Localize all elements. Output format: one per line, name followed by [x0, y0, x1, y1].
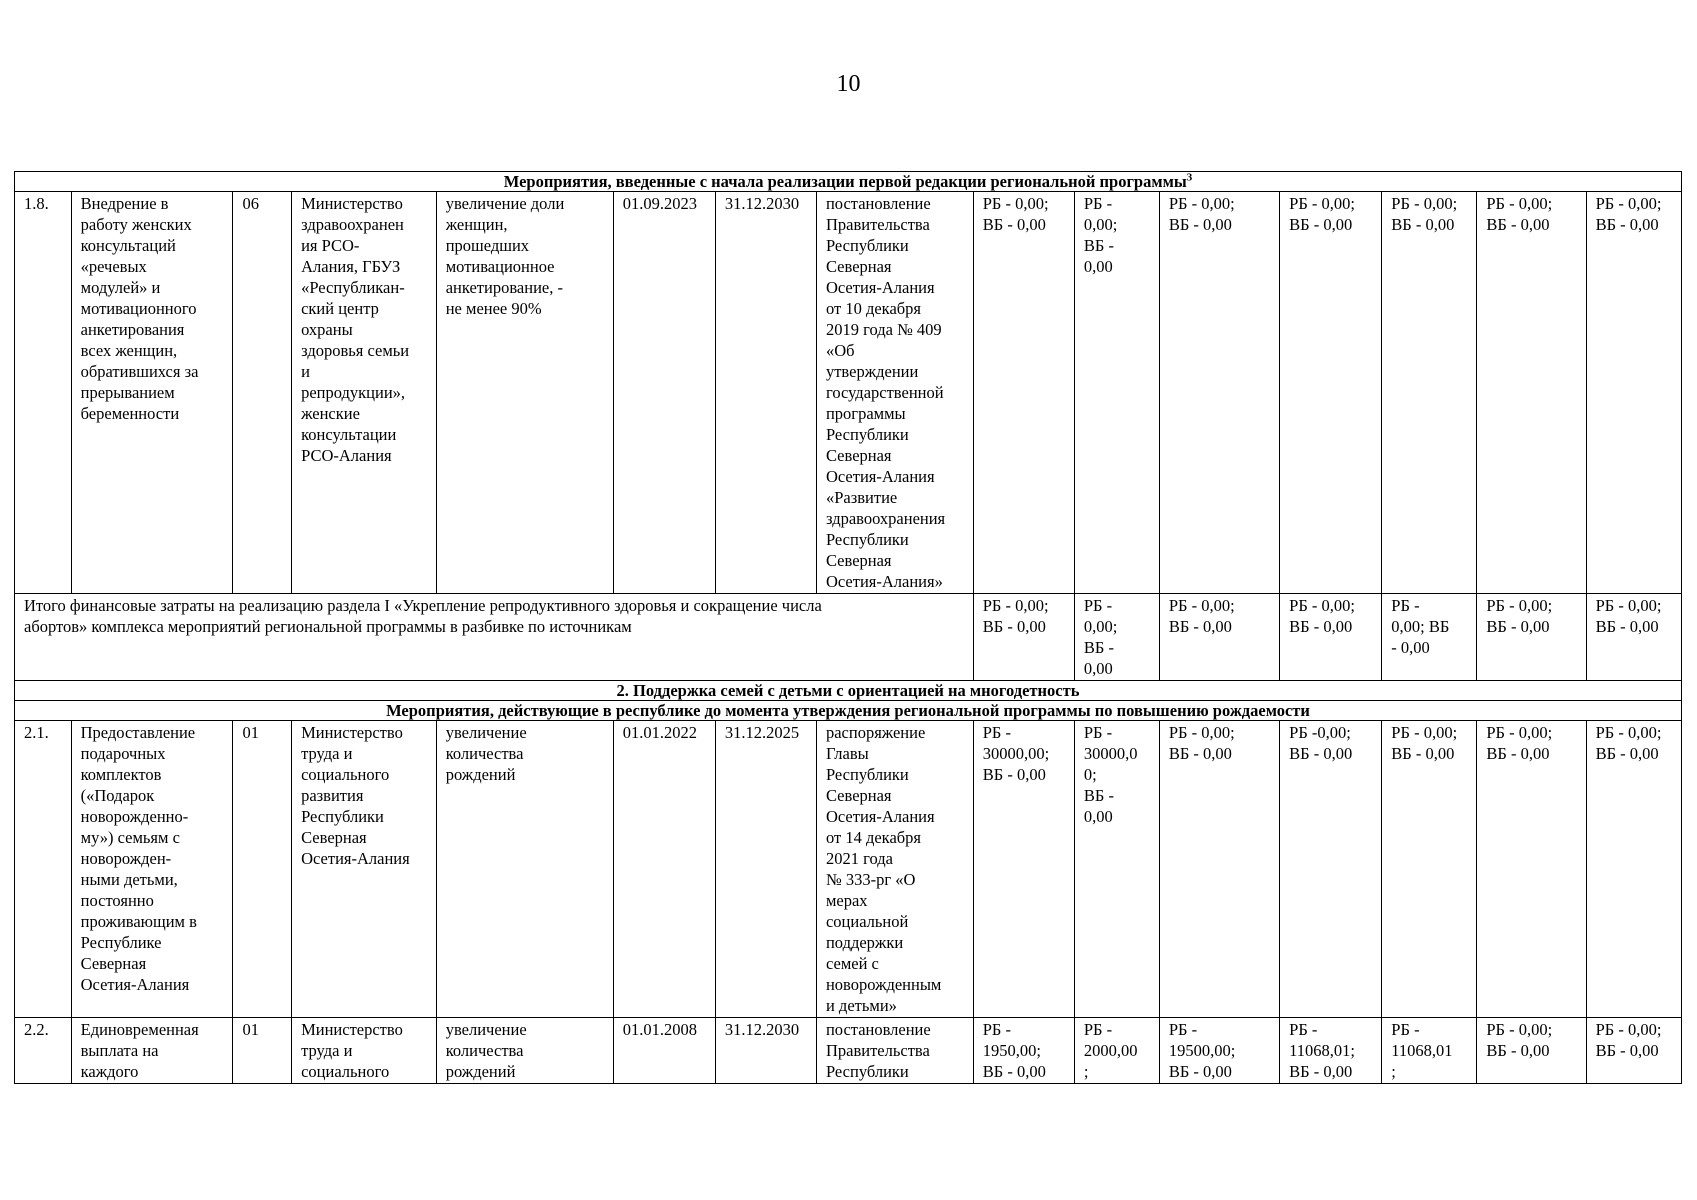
measures-table: [14, 171, 1682, 1084]
funding-cell: РБ - 0,00; ВБ - 0,00: [1159, 192, 1279, 594]
funding-cell: РБ - 0,00; ВБ - 0,00: [1074, 594, 1159, 681]
measure-executor: Министерство здравоохранен ия РСО- Алания, ГБУЗ «Республикан- ский центр охраны здоровья семьи и репродукции», женские консультации РСО-Алания: [292, 192, 437, 594]
funding-cell: РБ - 0,00; ВБ - 0,00: [1382, 594, 1477, 681]
row-number: 1.8.: [15, 192, 72, 594]
legal-document: распоряжение Главы Республики Северная Осетия-Алания от 14 декабря 2021 года № 333-рг «О мерах социальной поддержки семей с новорожденным и детьми»: [816, 721, 973, 1018]
total-row: [15, 594, 1682, 681]
start-date: 01.01.2022: [613, 721, 715, 1018]
funding-cell: РБ - 0,00; ВБ - 0,00: [1586, 721, 1681, 1018]
funding-cell: РБ - 0,00; ВБ - 0,00: [1159, 594, 1279, 681]
funding-cell: РБ - 0,00; ВБ - 0,00: [1586, 594, 1681, 681]
start-date: 01.09.2023: [613, 192, 715, 594]
funding-cell: РБ - 19500,00; ВБ - 0,00: [1159, 1018, 1279, 1084]
funding-cell: РБ -0,00; ВБ - 0,00: [1280, 721, 1382, 1018]
funding-cell: РБ - 11068,01 ;: [1382, 1018, 1477, 1084]
row-number: 2.1.: [15, 721, 72, 1018]
funding-cell: РБ - 30000,0 0; ВБ - 0,00: [1074, 721, 1159, 1018]
section-subtitle-2: Мероприятия, действующие в республике до момента утверждения региональной программы по повышению рождаемости: [15, 701, 1682, 721]
funding-cell: РБ - 0,00; ВБ - 0,00: [1159, 721, 1279, 1018]
funding-cell: РБ - 0,00; ВБ - 0,00: [1382, 721, 1477, 1018]
funding-cell: РБ - 0,00; ВБ - 0,00: [1586, 1018, 1681, 1084]
measure-result: увеличение доли женщин, прошедших мотивационное анкетирование, - не менее 90%: [436, 192, 613, 594]
page-number: 10: [836, 71, 861, 97]
section-title-2: 2. Поддержка семей с детьми с ориентацией на многодетность: [15, 681, 1682, 701]
legal-document: постановление Правительства Республики Северная Осетия-Алания от 10 декабря 2019 года № 409 «Об утверждении государственной программы Республики Северная Осетия-Алания «Развитие здравоохранения Республики Северная Осетия-Алания»: [816, 192, 973, 594]
legal-document: постановление Правительства Республики: [816, 1018, 973, 1084]
end-date: 31.12.2030: [715, 192, 816, 594]
measure-name: Предоставление подарочных комплектов («Подарок новорожденно- му») семьям с новорожден- ными детьми, постоянно проживающим в Республике Северная Осетия-Алания: [71, 721, 233, 1018]
measure-result: увеличение количества рождений: [436, 721, 613, 1018]
start-date: 01.01.2008: [613, 1018, 715, 1084]
table-row: [15, 1018, 1682, 1084]
section-header-row: [15, 701, 1682, 721]
measure-code: 01: [233, 1018, 292, 1084]
funding-cell: РБ - 2000,00 ;: [1074, 1018, 1159, 1084]
funding-cell: РБ - 0,00; ВБ - 0,00: [1477, 1018, 1586, 1084]
measure-name: Внедрение в работу женских консультаций «речевых модулей» и мотивационного анкетирования всех женщин, обратившихся за прерыванием беременности: [71, 192, 233, 594]
table-row: [15, 721, 1682, 1018]
funding-cell: РБ - 0,00; ВБ - 0,00: [1477, 721, 1586, 1018]
section-title-text: Мероприятия, введенные с начала реализации первой редакции региональной программы: [503, 172, 1187, 191]
measure-executor: Министерство труда и социального развития Республики Северная Осетия-Алания: [292, 721, 437, 1018]
row-number: 2.2.: [15, 1018, 72, 1084]
funding-cell: РБ - 0,00; ВБ - 0,00: [1382, 192, 1477, 594]
measure-result: увеличение количества рождений: [436, 1018, 613, 1084]
funding-cell: РБ - 0,00; ВБ - 0,00: [973, 594, 1074, 681]
funding-cell: РБ - 0,00; ВБ - 0,00: [1477, 192, 1586, 594]
measure-name: Единовременная выплата на каждого: [71, 1018, 233, 1084]
funding-cell: РБ - 30000,00; ВБ - 0,00: [973, 721, 1074, 1018]
funding-cell: РБ - 0,00; ВБ - 0,00: [973, 192, 1074, 594]
end-date: 31.12.2025: [715, 721, 816, 1018]
measure-code: 01: [233, 721, 292, 1018]
end-date: 31.12.2030: [715, 1018, 816, 1084]
total-label: Итого финансовые затраты на реализацию раздела I «Укрепление репродуктивного здоровья и сокращение числа абортов» комплекса мероприятий региональной программы в разбивке по источникам: [15, 594, 974, 681]
funding-cell: РБ - 0,00; ВБ - 0,00: [1477, 594, 1586, 681]
funding-cell: РБ - 0,00; ВБ - 0,00: [1280, 594, 1382, 681]
table-row: [15, 192, 1682, 594]
funding-cell: РБ - 1950,00; ВБ - 0,00: [973, 1018, 1074, 1084]
funding-cell: РБ - 11068,01; ВБ - 0,00: [1280, 1018, 1382, 1084]
funding-cell: РБ - 0,00; ВБ - 0,00: [1586, 192, 1681, 594]
measure-executor: Министерство труда и социального: [292, 1018, 437, 1084]
footnote-mark: 3: [1186, 171, 1193, 184]
funding-cell: РБ - 0,00; ВБ - 0,00: [1074, 192, 1159, 594]
measure-code: 06: [233, 192, 292, 594]
section-header-row: [15, 681, 1682, 701]
section-title-intro: [15, 172, 1682, 192]
section-header-row: [15, 172, 1682, 192]
funding-cell: РБ - 0,00; ВБ - 0,00: [1280, 192, 1382, 594]
